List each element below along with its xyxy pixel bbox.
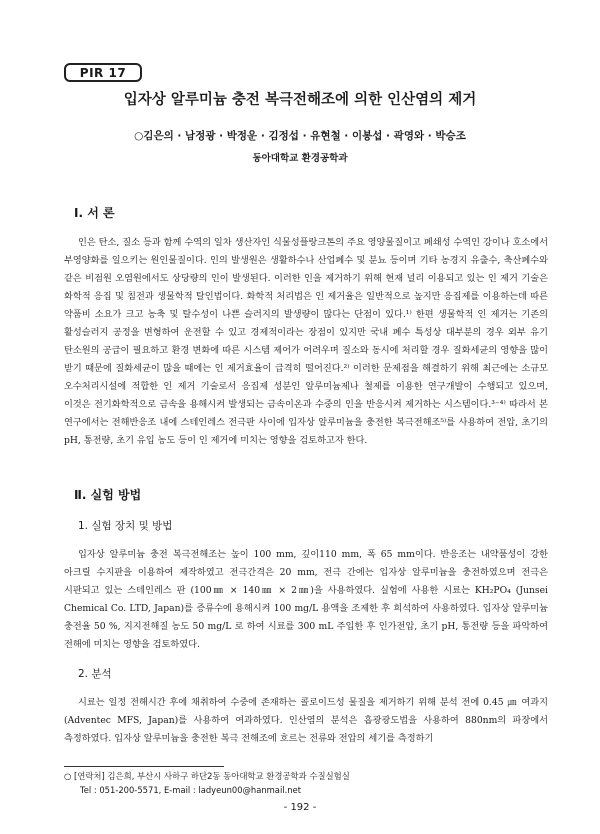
paper-title: 입자상 알루미늄 충전 복극전해조에 의한 인산염의 제거 bbox=[123, 92, 477, 108]
author-list: ○김은의 · 남정광 · 박정운 · 김정섭 · 유현철 · 이봉섭 · 곽영와 · 박승조 bbox=[134, 130, 466, 142]
footnote-divider bbox=[64, 766, 224, 767]
subsection-heading-apparatus: 1. 실험 장치 및 방법 bbox=[78, 520, 173, 532]
footnote-tel-email: Tel : 051-200-5571, E-mail : ladyeun00@hanmail.net bbox=[80, 785, 302, 795]
section-heading-methods: Ⅱ. 실험 방법 bbox=[74, 488, 142, 502]
analysis-paragraph: 시료는 일정 전해시간 후에 채취하여 수중에 존재하는 콜로이드성 물질을 제거하기 위해 분석 전에 0.45 ㎛ 여과지(Adventec MFS, Japan)를 사용하여 여과하였다. 인산염의 분석은 흡광광도법을 사용하여 880nm의 파장에서 측정하였다. 입자상 알루미늄을 충전한 복극 전해조에 흐르는 전류와 전압의 세기를 측정하기 bbox=[64, 697, 548, 744]
page-number: - 192 - bbox=[283, 802, 317, 813]
intro-paragraph: 인은 탄소, 질소 등과 함께 수역의 일차 생산자인 식물성플랑크톤의 주요 영양물질이고 폐쇄성 수역인 강이나 호소에서 부영양화를 일으키는 원인물질이다. 인의 발생원은 생활하수나 산업폐수 및 분뇨 등이며 기타 농경지 유출수, 축산폐수와 같은 비점원 오염원에서도 상당량의 인이 발생된다. 이러한 인을 제거하기 위해 현재 널리 이용되고 있는 인 제거 기술은 화학적 응집 및 침전과 생물학적 탈인법이다. 화학적 처리법은 인 제거율은 일반적으로 높지만 응집제를 이용하는데 따른 약품비 소요가 크고 농축 및 탈수성이 나쁜 슬러지의 발생량이 많다는 단점이 있다.¹⁾ 한편 생물학적 인 제거는 기존의 활성슬러지 공정을 변형하여 운전할 수 있고 경제적이라는 장점이 있지만 국내 폐수 특성상 대부분의 경우 외부 유기 탄소원의 공급이 필요하고 환경 변화에 따른 시스템 제어가 어려우며 질소와 동시에 처리할 경우 질화세균의 영향을 많이 받기 때문에 질화세균이 많을 때에는 인 제거효율이 급격히 떨어진다.²⁾ 이러한 문제점을 해결하기 위해 최근에는 소규모 오수처리시설에 적합한 인 제거 기술로서 응집제 성분인 알루미늄제나 철제를 이용한 연구개발이 수행되고 있으며, 이것은 전기화학적으로 금속을 용해시켜 발생되는 금속이온과 수중의 인을 반응시켜 제거하는 시스템이다.³⁻⁴⁾ 따라서 본 연구에서는 전해반응조 내에 스테인레스 전극판 사이에 입자상 알루미늄을 충전한 복극전해조⁵⁾를 사용하여 전압, 초기의 pH, 통전량, 초기 유입 농도 등이 인 제거에 미치는 영향을 검토하고자 한다. bbox=[64, 237, 548, 446]
section-heading-introduction: Ⅰ. 서 론 bbox=[74, 206, 115, 220]
affiliation: 동아대학교 환경공학과 bbox=[252, 153, 348, 164]
footnote-contact: ○ [연락처] 김은희, 부산시 사하구 하단2동 동아대학교 환경공학과 수질실험실 bbox=[64, 771, 350, 781]
method-paragraph: 입자상 알루미늄 충전 복극전해조는 높이 100 mm, 깊이110 mm, 폭 65 mm이다. 반응조는 내약품성이 강한 아크릴 수지판을 이용하여 제작하였고 전극간격은 20 mm, 전극 간에는 입자상 알루미늄을 충전하였으며 전극은 시판되고 있는 스테인레스 판 (100㎜ × 140㎜ × 2㎜)을 사용하였다. 실험에 사용한 시료는 KH₂PO₄ (Junsei Chemical Co. LTD, Japan)를 증류수에 용해시켜 100 mg/L 용액을 조제한 후 희석하여 사용하였다. 입자상 알루미늄 충전율 50 %, 지지전해질 농도 50 mg/L 로 하여 시료를 300 mL 주입한 후 인가전압, 초기 pH, 통전량 등을 파악하여 전해에 미치는 영향을 검토하였다. bbox=[64, 549, 548, 650]
subsection-heading-analysis: 2. 분석 bbox=[78, 668, 112, 680]
session-badge: PIR 17 bbox=[64, 63, 142, 82]
